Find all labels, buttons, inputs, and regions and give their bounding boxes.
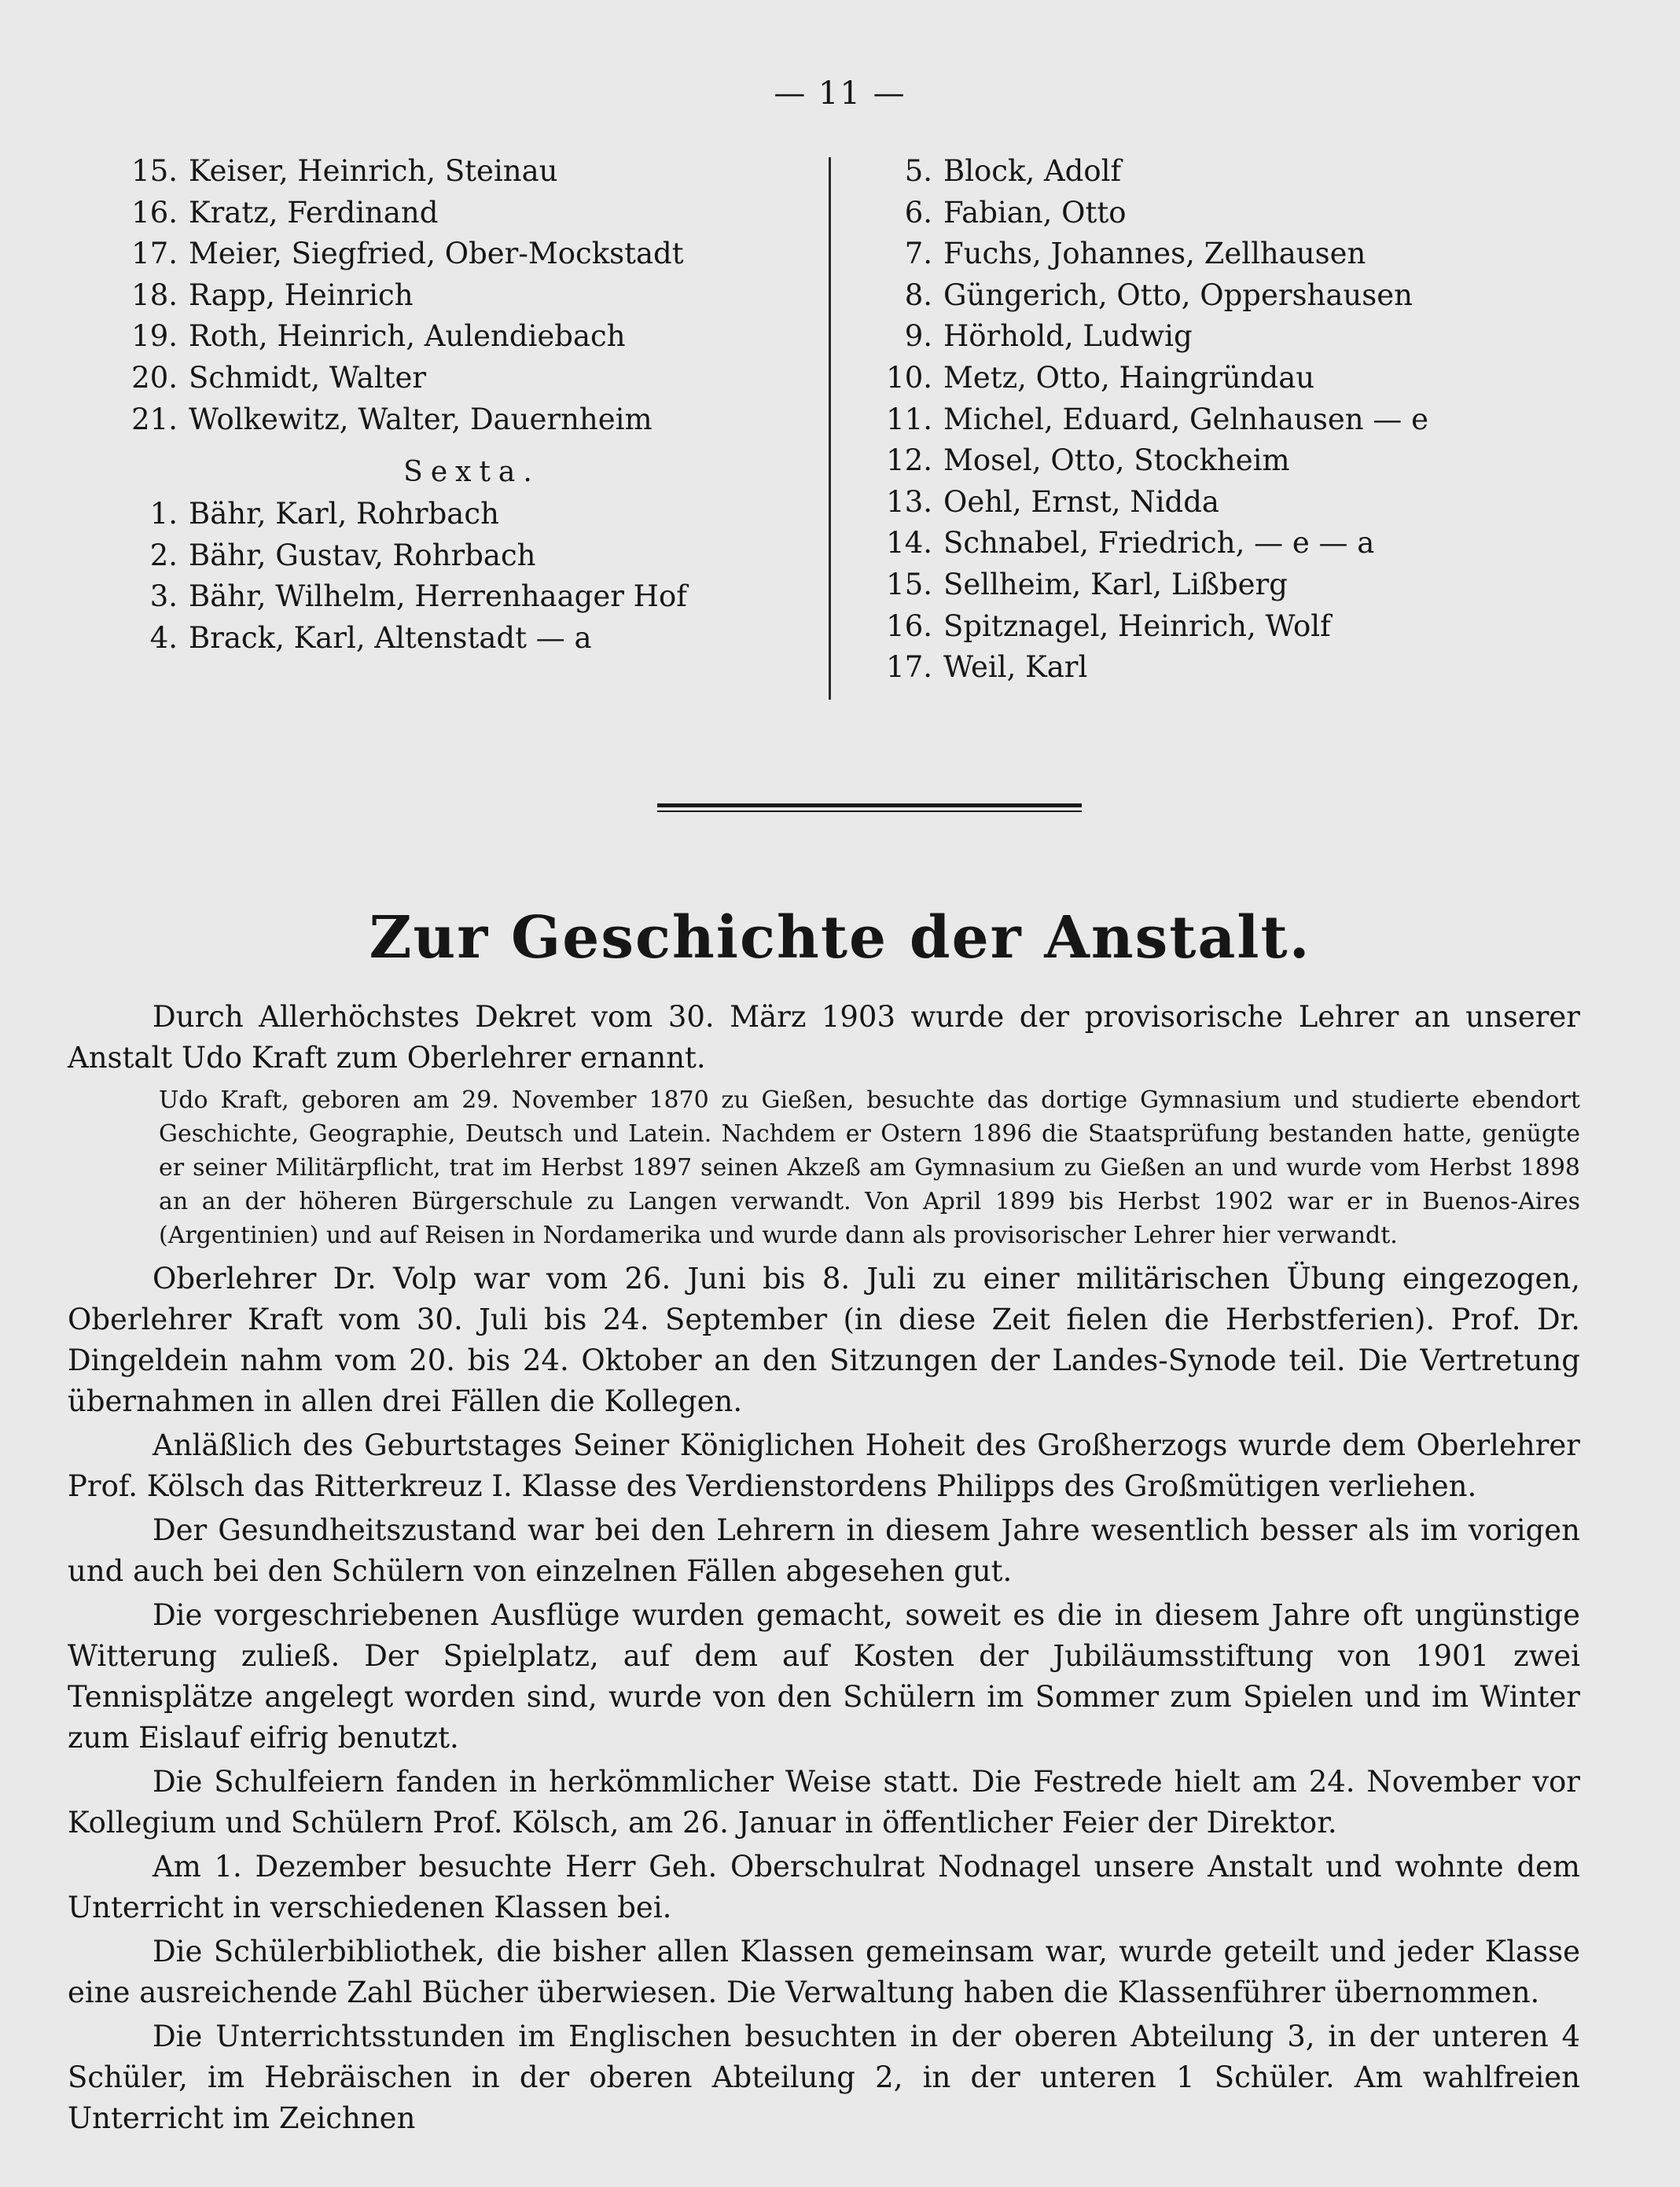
list-item-name: Hörhold, Ludwig — [943, 319, 1193, 354]
section-rule-thick — [657, 803, 1082, 807]
list-item — [110, 494, 802, 535]
list-item — [110, 358, 802, 399]
paragraph: Die Schülerbibliothek, die bisher allen Klassen gemeinsam war, wurde geteilt und jeder Klasse eine ausreichende Zahl Bücher überwiesen. Die Verwaltung haben die Klassenführer übernommen. — [68, 1935, 1580, 2009]
list-item — [865, 482, 1572, 524]
list-item-number: 14. — [886, 526, 932, 561]
list-item — [865, 564, 1572, 606]
list-item — [865, 606, 1572, 648]
left-column — [110, 151, 802, 660]
list-item-name: Brack, Karl, Altenstadt — a — [189, 620, 592, 655]
list-item-name: Fuchs, Johannes, Zellhausen — [943, 237, 1366, 271]
list-item-name: Roth, Heinrich, Aulendiebach — [189, 319, 626, 354]
biography-note: Udo Kraft, geboren am 29. November 1870 zu Gießen, besuchte das dortige Gymnasium und studierte ebendort Geschichte, Geographie, Deutsch und Latein. Nachdem er Ostern 1896 die Staatsprüfung bestanden hatte, genügte er seiner Militärpflicht, trat im Herbst 1897 seinen Akzeß am Gymnasium zu Gießen an und wurde vom Herbst 1898 an an der höheren Bürgerschule zu Langen verwandt. Von April 1899 bis Herbst 1902 war er in Buenos-Aires (Argentinien) und auf Reisen in Nordamerika und wurde dann als provisorischer Lehrer hier verwandt. — [159, 1086, 1580, 1249]
list-item-name: Rapp, Heinrich — [189, 278, 414, 312]
list-item — [110, 618, 802, 660]
list-item-number: 4. — [149, 620, 178, 655]
list-item-number: 9. — [904, 319, 932, 354]
list-item — [865, 523, 1572, 564]
list-item — [865, 233, 1572, 275]
list-item-number: 6. — [904, 195, 932, 230]
list-item — [865, 151, 1572, 193]
list-item-number: 19. — [131, 319, 178, 354]
list-item — [865, 440, 1572, 482]
list-item-number: 21. — [131, 402, 178, 436]
student-list-right — [865, 151, 1572, 689]
list-item-number: 3. — [149, 579, 178, 614]
list-item-name: Meier, Siegfried, Ober-Mockstadt — [189, 237, 684, 271]
list-item — [865, 399, 1572, 441]
list-item — [110, 193, 802, 234]
list-item-name: Michel, Eduard, Gelnhausen — e — [943, 402, 1428, 436]
list-item-number: 5. — [904, 154, 932, 188]
list-item-name: Wolkewitz, Walter, Dauernheim — [189, 402, 653, 436]
list-item — [865, 647, 1572, 689]
list-item-number: 13. — [886, 484, 932, 519]
list-item-number: 17. — [886, 650, 932, 685]
list-item-name: Bähr, Karl, Rohrbach — [189, 497, 499, 531]
student-list-left — [110, 151, 802, 440]
list-item — [865, 358, 1572, 399]
list-item-number: 10. — [886, 360, 932, 395]
list-item — [110, 275, 802, 317]
list-item-number: 2. — [149, 538, 178, 572]
paragraph: Die Schulfeiern fanden in herkömmlicher Weise statt. Die Festrede hielt am 24. November vor Kollegium und Schülern Prof. Kölsch, am 26. Januar in öffentlicher Feier der Direktor. — [68, 1765, 1580, 1840]
page-number: — 11 — — [774, 75, 906, 112]
list-item-name: Schnabel, Friedrich, — e — a — [943, 526, 1375, 561]
list-item — [110, 316, 802, 358]
list-item-number: 11. — [886, 402, 932, 436]
list-item-name: Oehl, Ernst, Nidda — [943, 484, 1219, 519]
list-item — [865, 193, 1572, 234]
list-item-number: 12. — [886, 443, 932, 478]
list-item-name: Metz, Otto, Haingründau — [943, 360, 1315, 395]
list-item-name: Kratz, Ferdinand — [189, 195, 439, 230]
list-item-number: 7. — [904, 237, 932, 271]
list-item-number: 16. — [131, 195, 178, 230]
list-item — [110, 233, 802, 275]
list-item — [110, 399, 802, 441]
paragraph: Durch Allerhöchstes Dekret vom 30. März 1903 wurde der provisorische Lehrer an unserer Anstalt Udo Kraft zum Oberlehrer ernannt. — [68, 1000, 1580, 1075]
list-item-number: 18. — [131, 278, 178, 312]
list-item-number: 15. — [886, 567, 932, 601]
list-item-name: Bähr, Wilhelm, Herrenhaager Hof — [189, 579, 687, 614]
list-item-name: Spitznagel, Heinrich, Wolf — [943, 608, 1331, 643]
paragraph: Die Unterrichtsstunden im Englischen besuchten in der oberen Abteilung 3, in der unteren 4 Schüler, im Hebräischen in der oberen Abteilung 2, in der unteren 1 Schüler. Am wahlfreien Unterricht im Zeichnen — [68, 2020, 1580, 2135]
list-item — [865, 275, 1572, 317]
sexta-list — [110, 494, 802, 659]
list-item — [110, 576, 802, 618]
list-item-name: Mosel, Otto, Stockheim — [943, 443, 1290, 478]
paragraph: Am 1. Dezember besuchte Herr Geh. Oberschulrat Nodnagel unsere Anstalt und wohnte dem Unterricht in verschiedenen Klassen bei. — [68, 1850, 1580, 1924]
body-text — [68, 997, 1580, 2142]
list-item-number: 8. — [904, 278, 932, 312]
list-item-number: 16. — [886, 608, 932, 643]
paragraph: Die vorgeschriebenen Ausflüge wurden gemacht, soweit es die in diesem Jahre oft ungünstige Witterung zuließ. Der Spielplatz, auf dem auf Kosten der Jubiläumsstiftung von 1901 zwei Tennisplätze angelegt worden sind, wurde von den Schülern im Sommer zum Spielen und im Winter zum Eislauf eifrig benutzt. — [68, 1598, 1580, 1755]
paragraph: Der Gesundheitszustand war bei den Lehrern in diesem Jahre wesentlich besser als im vorigen und auch bei den Schülern von einzelnen Fällen abgesehen gut. — [68, 1513, 1580, 1588]
section-rule-thin — [657, 810, 1082, 812]
list-item — [865, 316, 1572, 358]
list-item-name: Keiser, Heinrich, Steinau — [189, 154, 558, 188]
section-title: Zur Geschichte der Anstalt. — [369, 904, 1311, 972]
list-item-name: Schmidt, Walter — [189, 360, 427, 395]
column-divider — [829, 157, 831, 700]
sexta-heading: Sexta. — [403, 456, 540, 489]
list-item-number: 20. — [131, 360, 178, 395]
right-column — [865, 151, 1572, 689]
list-item-name: Güngerich, Otto, Oppershausen — [943, 278, 1413, 312]
list-item-name: Fabian, Otto — [943, 195, 1127, 230]
list-item-number: 17. — [131, 237, 178, 271]
list-item-name: Weil, Karl — [943, 650, 1088, 685]
list-item — [110, 535, 802, 577]
list-item-number: 15. — [131, 154, 178, 188]
list-item-name: Bähr, Gustav, Rohrbach — [189, 538, 536, 572]
list-item-name: Block, Adolf — [943, 154, 1122, 188]
list-item-name: Sellheim, Karl, Lißberg — [943, 567, 1288, 601]
list-item-number: 1. — [149, 497, 178, 531]
paragraph: Anläßlich des Geburtstages Seiner Königlichen Hoheit des Großherzogs wurde dem Oberlehrer Prof. Kölsch das Ritterkreuz I. Klasse des Verdienstordens Philipps des Großmütigen verliehen. — [68, 1428, 1580, 1503]
paragraph: Oberlehrer Dr. Volp war vom 26. Juni bis 8. Juli zu einer militärischen Übung eingezogen, Oberlehrer Kraft vom 30. Juli bis 24. September (in diese Zeit fielen die Herbstferien). Prof. Dr. Dingeldein nahm vom 20. bis 24. Oktober an den Sitzungen der Landes-Synode teil. Die Vertretung übernahmen in allen drei Fällen die Kollegen. — [68, 1262, 1580, 1418]
list-item — [110, 151, 802, 193]
